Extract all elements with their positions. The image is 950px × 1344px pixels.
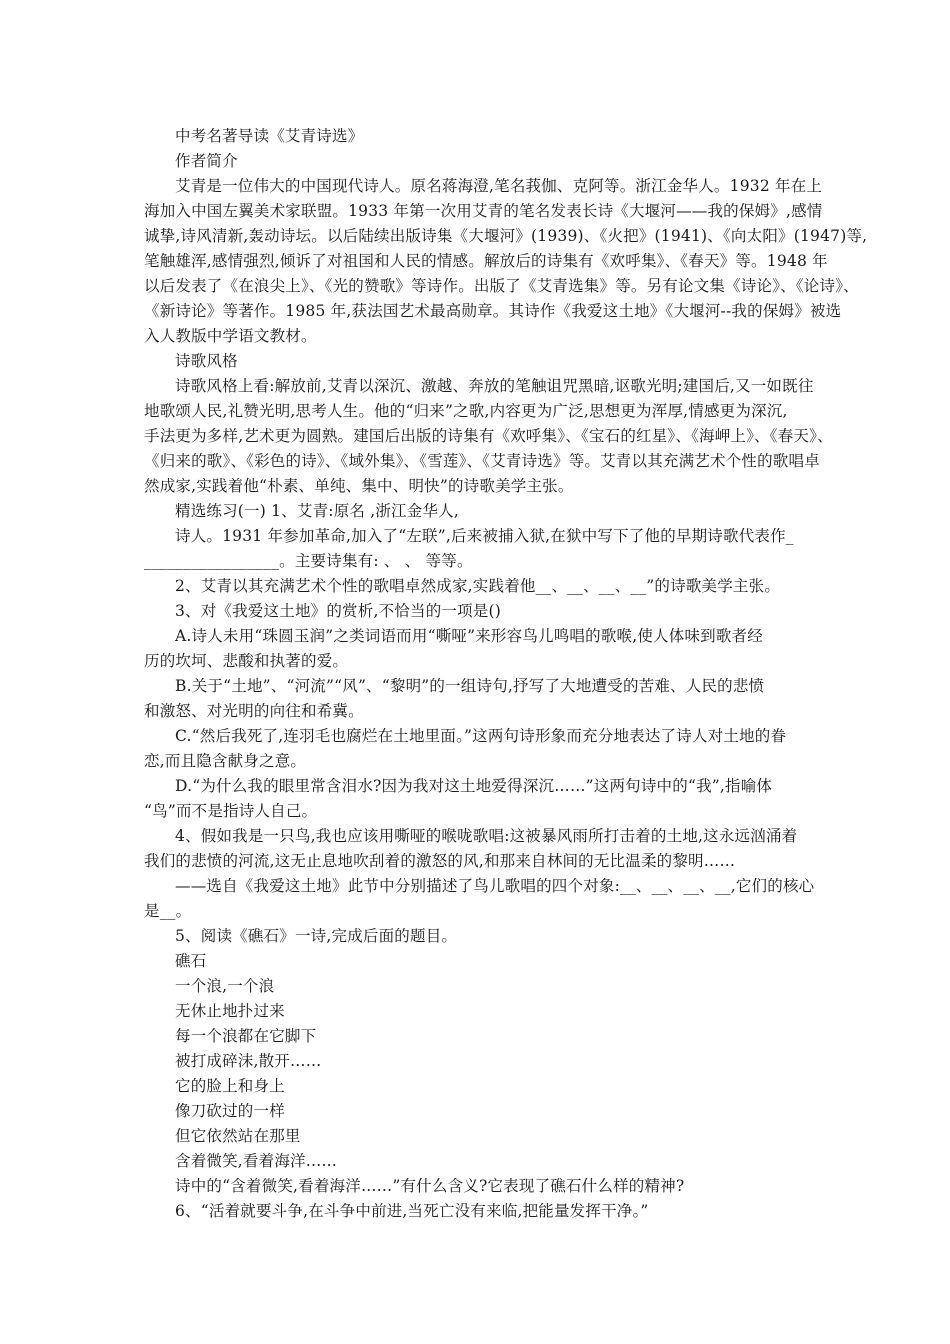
poem-title: 礁石	[175, 952, 207, 970]
author-paragraph-line: 入人教版中学语文教材。	[144, 327, 317, 345]
style-heading: 诗歌风格	[175, 352, 238, 370]
style-paragraph-line: 诗歌风格上看:解放前,艾青以深沉、激越、奔放的笔触诅咒黑暗,讴歌光明;建国后,又一如既往	[175, 377, 814, 395]
author-paragraph-line: 以后发表了《在浪尖上》、《光的赞歌》等诗作。出版了《艾青选集》等。另有论文集《诗论》、《论诗》、	[144, 277, 859, 295]
question-1-line: 诗人。1931 年参加革命,加入了“左联”,后来被捕入狱,在狱中写下了他的早期诗歌代表作_	[175, 527, 794, 545]
question-2: 2、艾青以其充满艺术个性的歌唱卓然成家,实践着他__、__、__、__”的诗歌美学主张。	[175, 577, 781, 595]
question-4-line: 我们的悲愤的河流,这无止息地吹刮着的激怒的风,和那来自林间的无比温柔的黎明……	[144, 852, 736, 870]
poem-line: 含着微笑,看着海洋……	[175, 1152, 338, 1170]
option-b-line: B.关于“土地”、“河流”“风”、“黎明”的一组诗句,抒写了大地遭受的苦难、人民的悲愤	[175, 677, 765, 695]
author-paragraph-line: 《新诗论》等著作。1985 年,获法国艺术最高勋章。其诗作《我爱这土地》《大堰河--我的保姆》被选	[144, 302, 842, 320]
author-paragraph-line: 诚挚,诗风清新,轰动诗坛。以后陆续出版诗集《大堰河》(1939)、《火把》(1941)、《向太阳》(1947)等,	[144, 227, 868, 245]
poem-line: 它的脸上和身上	[175, 1077, 285, 1095]
option-c-line: C.“然后我死了,连羽毛也腐烂在土地里面。”这两句诗形象而充分地表达了诗人对土地的眷	[175, 727, 787, 745]
author-paragraph-line: 笔触雄浑,感情强烈,倾诉了对祖国和人民的情感。解放后的诗集有《欢呼集》、《春天》等。1948 年	[144, 252, 828, 270]
poem-line: 被打成碎沫,散开……	[175, 1052, 322, 1070]
option-c-line: 恋,而且隐含献身之意。	[144, 752, 307, 770]
question-4-line: 是__。	[144, 902, 192, 920]
question-3: 3、对《我爱这土地》的赏析,不恰当的一项是()	[175, 602, 501, 620]
option-d-line: D.“为什么我的眼里常含泪水?因为我对这土地爱得深沉……”这两句诗中的“我”,指喻体	[175, 777, 773, 795]
style-paragraph-line: 地歌颂人民,礼赞光明,思考人生。他的“归来”之歌,内容更为广泛,思想更为浑厚,情感更为深沉,	[144, 402, 788, 420]
author-paragraph-line: 艾青是一位伟大的中国现代诗人。原名蒋海澄,笔名莪伽、克阿等。浙江金华人。1932 年在上	[175, 177, 823, 195]
poem-line: 无休止地扑过来	[175, 1002, 285, 1020]
poem-line: 一个浪,一个浪	[175, 977, 275, 995]
question-6: 6、“活着就要斗争,在斗争中前进,当死亡没有来临,把能量发挥干净。”	[175, 1202, 649, 1220]
option-a-line: A.诗人未用“珠圆玉润”之类词语而用“嘶哑”来形容鸟儿鸣唱的歌喉,使人体味到歌者经	[175, 627, 763, 645]
style-paragraph-line: 手法更为多样,艺术更为圆熟。建国后出版的诗集有《欢呼集》、《宝石的红星》、《海岬上》、《春天》、	[144, 427, 833, 445]
option-a-line: 历的坎坷、悲酸和执著的爱。	[144, 652, 349, 670]
question-5: 5、阅读《礁石》一诗,完成后面的题目。	[175, 927, 458, 945]
option-d-line: “鸟”而不是指诗人自己。	[144, 802, 318, 820]
author-heading: 作者简介	[175, 152, 238, 170]
question-4-line: ——选自《我爱这土地》此节中分别描述了鸟儿歌唱的四个对象:__、__、__、__,它们的核心	[175, 877, 815, 895]
style-paragraph-line: 然成家,实践着他“朴素、单纯、集中、明快”的诗歌美学主张。	[144, 477, 574, 495]
poem-line: 每一个浪都在它脚下	[175, 1027, 317, 1045]
poem-line: 但它依然站在那里	[175, 1127, 301, 1145]
poem-line: 像刀砍过的一样	[175, 1102, 285, 1120]
exercise-heading: 精选练习(一) 1、艾青:原名 ,浙江金华人,	[175, 502, 459, 520]
question-4-line: 4、假如我是一只鸟,我也应该用嘶哑的喉咙歌唱:这被暴风雨所打击着的土地,这永远汹涌着	[175, 827, 798, 845]
question-1-line: _________________。主要诗集有: 、 、 等等。	[144, 552, 473, 570]
option-b-line: 和激怒、对光明的向往和希冀。	[144, 702, 364, 720]
author-paragraph-line: 海加入中国左翼美术家联盟。1933 年第一次用艾青的笔名发表长诗《大堰河——我的保姆》,感情	[144, 202, 823, 220]
question-5-prompt: 诗中的“含着微笑,看着海洋……”有什么含义?它表现了礁石什么样的精神?	[175, 1177, 685, 1195]
style-paragraph-line: 《归来的歌》、《彩色的诗》、《域外集》、《雪莲》、《艾青诗选》等。艾青以其充满艺术个性的歌唱卓	[144, 452, 820, 470]
document-title: 中考名著导读《艾青诗选》	[175, 127, 364, 145]
